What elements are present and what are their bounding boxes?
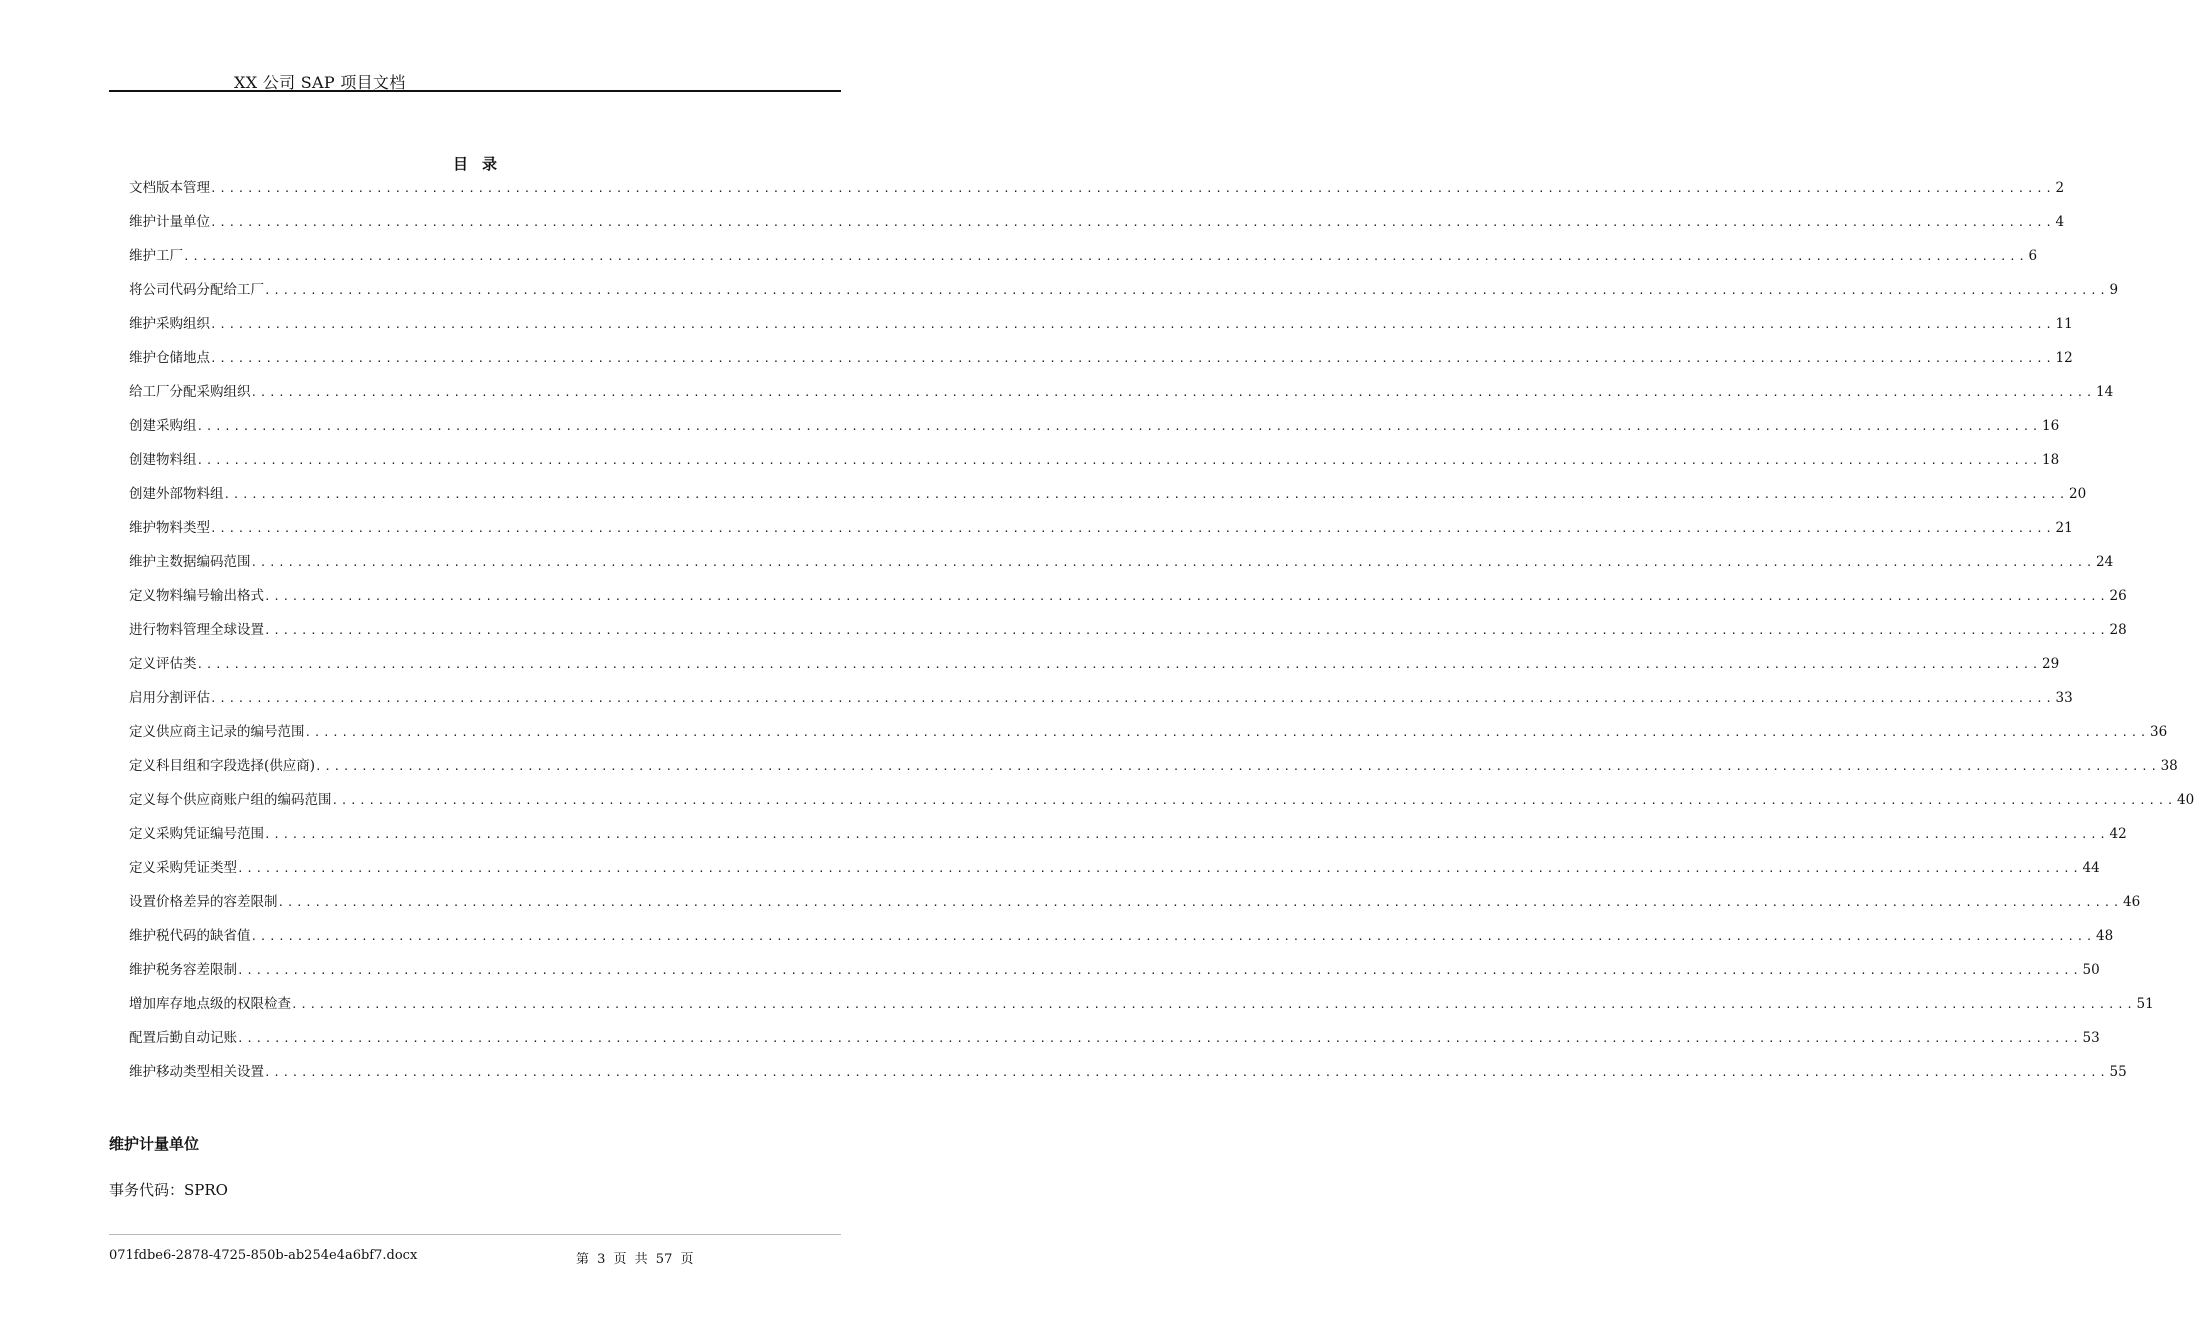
- toc-entry-title: 创建采购组: [129, 418, 197, 434]
- toc-leader-dots: ........................................................................................................................................................................................................: [250, 930, 2096, 943]
- toc-leader-dots: ........................................................................................................................................................................................................: [196, 454, 2042, 467]
- toc-entry-page-number: 33: [2055, 690, 2073, 706]
- toc-entry-page-number: 2: [2055, 180, 2065, 196]
- toc-entry-page-number: 55: [2109, 1064, 2127, 1080]
- toc-entry-title: 创建物料组: [129, 452, 197, 468]
- toc-entry[interactable]: [129, 381, 2114, 415]
- header-rule: [109, 90, 841, 92]
- toc-entry-title: 维护工厂: [129, 248, 183, 264]
- toc-entry-page-number: 29: [2042, 656, 2060, 672]
- toc-entry[interactable]: [129, 959, 2100, 993]
- toc-entry[interactable]: [129, 823, 2127, 857]
- toc-leader-dots: ........................................................................................................................................................................................................: [264, 590, 2109, 603]
- toc-leader-dots: ........................................................................................................................................................................................................: [237, 862, 2082, 875]
- toc-leader-dots: ........................................................................................................................................................................................................: [315, 760, 2160, 773]
- toc-entry[interactable]: [129, 993, 2154, 1027]
- toc-entry-title: 维护主数据编码范围: [129, 554, 251, 570]
- toc-entry-title: 维护税代码的缺省值: [129, 928, 251, 944]
- toc-entry-page-number: 14: [2096, 384, 2114, 400]
- toc-leader-dots: ........................................................................................................................................................................................................: [264, 284, 2109, 297]
- toc-entry-title: 维护物料类型: [129, 520, 210, 536]
- toc-entry[interactable]: [129, 313, 2073, 347]
- header-title: XX 公司 SAP 项目文档: [234, 73, 406, 92]
- toc-entry[interactable]: [129, 517, 2073, 551]
- toc-entry-page-number: 38: [2160, 758, 2178, 774]
- toc-entry-title: 启用分割评估: [129, 690, 210, 706]
- toc-entry[interactable]: [129, 619, 2127, 653]
- toc-leader-dots: ........................................................................................................................................................................................................: [196, 658, 2042, 671]
- toc-entry-page-number: 51: [2136, 996, 2154, 1012]
- toc-entry[interactable]: [129, 891, 2141, 925]
- toc-entry-title: 维护税务容差限制: [129, 962, 237, 978]
- toc-entry-page-number: 6: [2028, 248, 2038, 264]
- toc-entry[interactable]: [129, 347, 2073, 381]
- toc-leader-dots: ........................................................................................................................................................................................................: [331, 794, 2177, 807]
- toc-entry-title: 创建外部物料组: [129, 486, 224, 502]
- toc-entry-title: 进行物料管理全球设置: [129, 622, 264, 638]
- toc-entry-page-number: 26: [2109, 588, 2127, 604]
- toc-entry-page-number: 48: [2096, 928, 2114, 944]
- toc-leader-dots: ........................................................................................................................................................................................................: [264, 828, 2109, 841]
- toc-entry-page-number: 28: [2109, 622, 2127, 638]
- toc-leader-dots: ........................................................................................................................................................................................................: [237, 964, 2082, 977]
- toc-title: 目录: [452, 155, 511, 173]
- toc-leader-dots: ........................................................................................................................................................................................................: [210, 216, 2055, 229]
- toc-leader-dots: ........................................................................................................................................................................................................: [250, 556, 2096, 569]
- toc-entry[interactable]: [129, 449, 2060, 483]
- toc-entry-title: 定义科目组和字段选择(供应商): [129, 758, 316, 774]
- toc-entry-title: 定义采购凭证类型: [129, 860, 237, 876]
- toc-entry-page-number: 18: [2042, 452, 2060, 468]
- toc-entry-title: 定义每个供应商账户组的编码范围: [129, 792, 332, 808]
- toc-entry[interactable]: [129, 1061, 2127, 1095]
- toc-leader-dots: ........................................................................................................................................................................................................: [237, 1032, 2082, 1045]
- toc-leader-dots: ........................................................................................................................................................................................................: [264, 1066, 2109, 1079]
- toc-leader-dots: ........................................................................................................................................................................................................: [210, 522, 2055, 535]
- toc-entry-page-number: 36: [2150, 724, 2168, 740]
- toc-leader-dots: ........................................................................................................................................................................................................: [291, 998, 2136, 1011]
- toc-entry-title: 将公司代码分配给工厂: [129, 282, 264, 298]
- toc-entry-page-number: 24: [2096, 554, 2114, 570]
- toc-entry[interactable]: [129, 245, 2038, 279]
- toc-leader-dots: ........................................................................................................................................................................................................: [210, 182, 2055, 195]
- footer-filename: 071fdbe6-2878-4725-850b-ab254e4a6bf7.docx: [109, 1248, 418, 1263]
- toc-entry-title: 增加库存地点级的权限检查: [129, 996, 291, 1012]
- toc-entry[interactable]: [129, 925, 2114, 959]
- toc-entry-page-number: 46: [2123, 894, 2141, 910]
- toc-entry[interactable]: [129, 721, 2168, 755]
- toc-entry-title: 定义供应商主记录的编号范围: [129, 724, 305, 740]
- toc-leader-dots: ........................................................................................................................................................................................................: [196, 420, 2042, 433]
- toc-entry[interactable]: [129, 857, 2100, 891]
- section-heading: 维护计量单位: [109, 1135, 200, 1153]
- transaction-code-line: 事务代码：SPRO: [109, 1181, 228, 1199]
- toc-entry-page-number: 21: [2055, 520, 2073, 536]
- toc-entry-page-number: 40: [2177, 792, 2194, 808]
- toc-entry[interactable]: [129, 789, 2194, 823]
- toc-entry-page-number: 50: [2082, 962, 2100, 978]
- toc-entry[interactable]: [129, 653, 2060, 687]
- toc-entry-title: 配置后勤自动记账: [129, 1030, 237, 1046]
- toc-leader-dots: ........................................................................................................................................................................................................: [250, 386, 2096, 399]
- toc-leader-dots: ........................................................................................................................................................................................................: [264, 624, 2109, 637]
- toc-entry[interactable]: [129, 415, 2060, 449]
- toc-entry-page-number: 53: [2082, 1030, 2100, 1046]
- toc-leader-dots: ........................................................................................................................................................................................................: [210, 318, 2055, 331]
- toc-entry-title: 设置价格差异的容差限制: [129, 894, 278, 910]
- toc-entry[interactable]: [129, 177, 2065, 211]
- toc-leader-dots: ........................................................................................................................................................................................................: [277, 896, 2123, 909]
- toc-entry[interactable]: [129, 483, 2087, 517]
- toc-entry-title: 给工厂分配采购组织: [129, 384, 251, 400]
- toc-entry-page-number: 44: [2082, 860, 2100, 876]
- toc-entry[interactable]: [129, 755, 2178, 789]
- toc-entry[interactable]: [129, 279, 2119, 313]
- toc-entry-title: 维护移动类型相关设置: [129, 1064, 264, 1080]
- toc-entry[interactable]: [129, 687, 2073, 721]
- footer-page-info: 第 3 页 共 57 页: [576, 1252, 694, 1267]
- toc-leader-dots: ........................................................................................................................................................................................................: [304, 726, 2150, 739]
- toc-entry-page-number: 42: [2109, 826, 2127, 842]
- toc-entry[interactable]: [129, 551, 2114, 585]
- toc-entry-title: 定义评估类: [129, 656, 197, 672]
- toc-entry-page-number: 20: [2069, 486, 2087, 502]
- table-of-contents: [129, 177, 2194, 1095]
- toc-entry[interactable]: [129, 211, 2065, 245]
- toc-entry-title: 定义采购凭证编号范围: [129, 826, 264, 842]
- toc-entry[interactable]: [129, 1027, 2100, 1061]
- toc-leader-dots: ........................................................................................................................................................................................................: [183, 250, 2028, 263]
- toc-entry-title: 维护采购组织: [129, 316, 210, 332]
- toc-leader-dots: ........................................................................................................................................................................................................: [210, 352, 2055, 365]
- toc-entry-title: 定义物料编号输出格式: [129, 588, 264, 604]
- toc-leader-dots: ........................................................................................................................................................................................................: [210, 692, 2055, 705]
- toc-entry-page-number: 11: [2055, 316, 2073, 332]
- toc-entry-title: 维护仓储地点: [129, 350, 210, 366]
- toc-entry-page-number: 16: [2042, 418, 2060, 434]
- toc-entry-title: 文档版本管理: [129, 180, 210, 196]
- toc-entry[interactable]: [129, 585, 2127, 619]
- toc-entry-title: 维护计量单位: [129, 214, 210, 230]
- toc-entry-page-number: 4: [2055, 214, 2065, 230]
- toc-entry-page-number: 12: [2055, 350, 2073, 366]
- toc-leader-dots: ........................................................................................................................................................................................................: [223, 488, 2069, 501]
- toc-entry-page-number: 9: [2109, 282, 2119, 298]
- footer-rule: [109, 1234, 841, 1235]
